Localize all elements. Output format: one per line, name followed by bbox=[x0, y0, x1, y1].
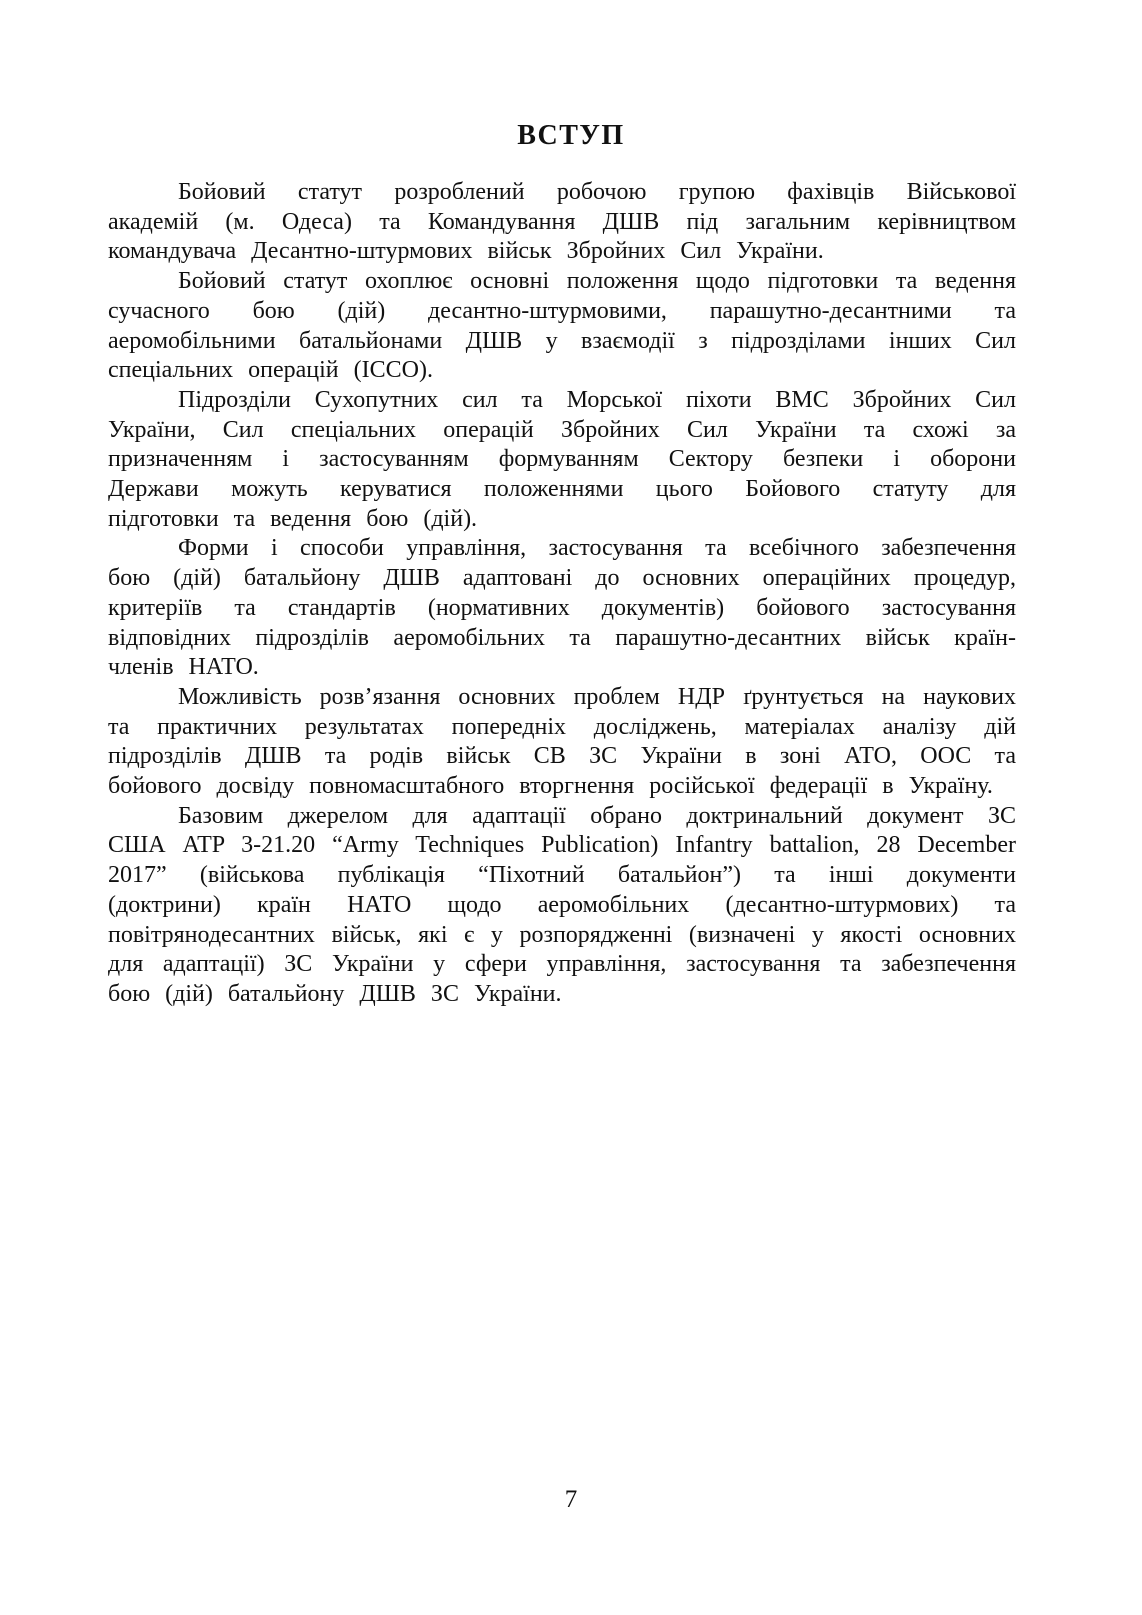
paragraph-forms-methods: Форми і способи управління, застосування та всебічного забезпечення бою (дій) батальйону ДШВ адаптовані до основних операційних процедур, критеріїв та стандартів (нормативних документів) бойового застосування відповідних підрозділів аеромобільних та парашутно-десантних військ країн-членів НАТО. bbox=[108, 535, 1016, 681]
page-title: ВСТУП bbox=[517, 120, 625, 151]
paragraph-intro-authors: Бойовий статут розроблений робочою групою фахівців Військової академій (м. Одеса) та Командування ДШВ під загальним керівництвом командувача Десантно-штурмових військ Збройних Сил України. bbox=[108, 179, 1016, 265]
paragraph-statute-scope: Бойовий статут охоплює основні положення щодо підготовки та ведення сучасного бою (дій) десантно-штурмовими, парашутно-десантними та аеромобільними батальйонами ДШВ у взаємодії з підрозділами інших Сил спеціальних операцій (ІССО). bbox=[108, 268, 1016, 384]
paragraph-source-document: Базовим джерелом для адаптації обрано доктринальний документ ЗС США ATP 3-21.20 “Army Techniques Publication) Infantry battalion, 28 December 2017” (військова публікація “Піхотний батальйон”) та інші документи (доктрини) країн НАТО щодо аеромобільних (десантно-штурмових) та повітрянодесантних військ, які є у розпорядженні (визначені у якості основних для адаптації) ЗС України у сфери управління, застосування та забезпечення бою (дій) батальйону ДШВ ЗС України. bbox=[108, 802, 1016, 1007]
document-body bbox=[108, 178, 1016, 1010]
paragraph-research-basis: Можливість розв’язання основних проблем НДР ґрунтується на наукових та практичних результатах попередніх досліджень, матеріалах аналізу дій підрозділів ДШВ та родів військ СВ ЗС України в зоні АТО, ООС та бойового досвіду повномасштабного вторгнення російської федерації в Україну. bbox=[108, 683, 1016, 800]
paragraph-applicable-units: Підрозділи Сухопутних сил та Морської піхоти ВМС Збройних Сил України, Сил спеціальних операцій Збройних Сил України та схожі за призначенням і застосуванням формуванням Сектору безпеки і оборони Держави можуть керуватися положеннями цього Бойового статуту для підготовки та ведення бою (дій). bbox=[108, 386, 1016, 532]
page-number: 7 bbox=[564, 1486, 578, 1513]
